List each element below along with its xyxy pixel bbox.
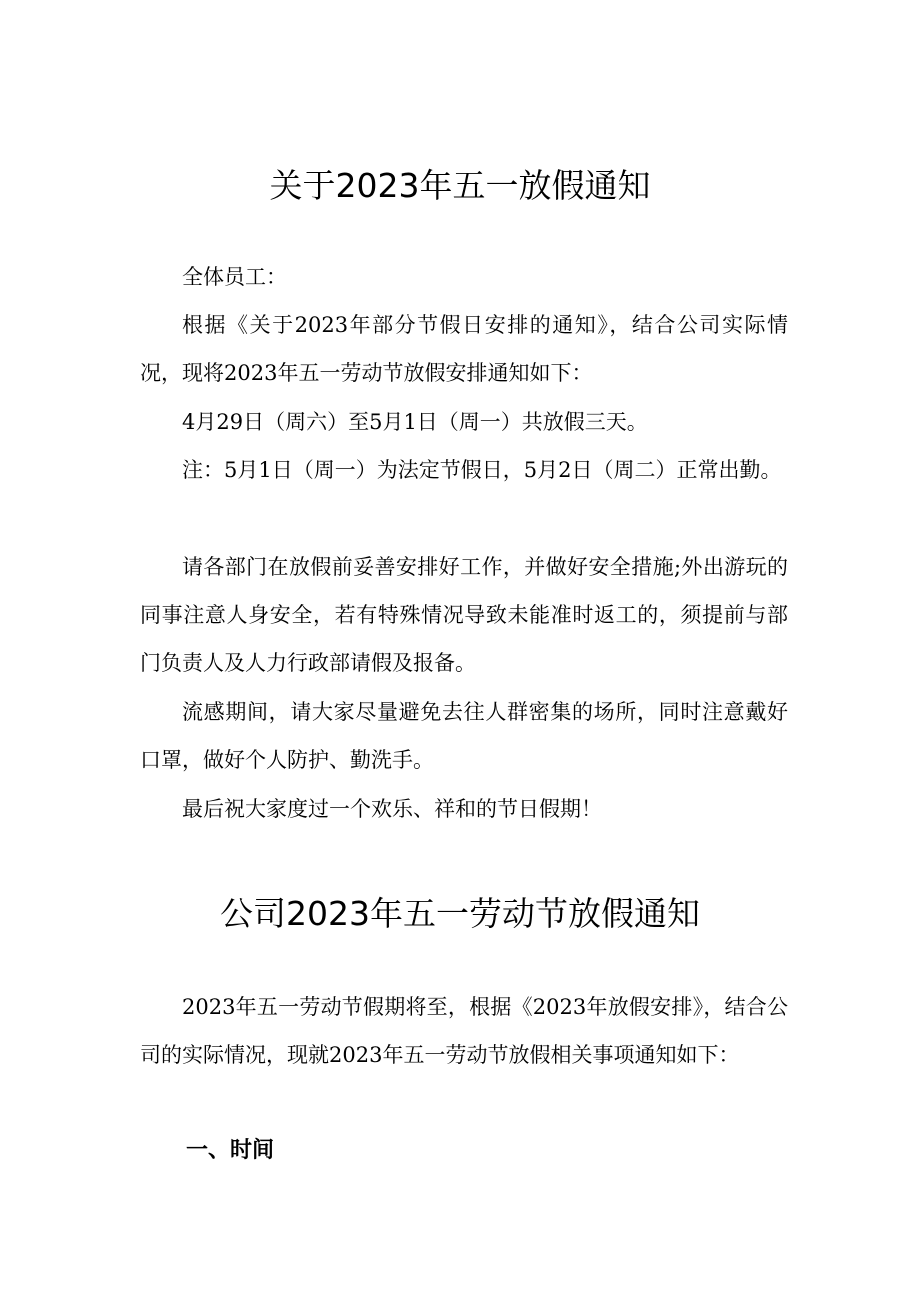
- second-notice-intro: 2023年五一劳动节假期将至，根据《2023年放假安排》，结合公司的实际情况，现就2023年五一劳动节放假相关事项通知如下：: [140, 995, 788, 1067]
- flu-paragraph: 流感期间，请大家尽量避免去往人群密集的场所，同时注意戴好口罩，做好个人防护、勤洗手。: [140, 700, 788, 772]
- section-heading-time: 一、时间: [186, 1138, 275, 1163]
- holiday-dates-paragraph: 4月29日（周六）至5月1日（周一）共放假三天。: [182, 410, 648, 434]
- note-paragraph: 注：5月1日（周一）为法定节假日，5月2日（周二）正常出勤。: [182, 458, 782, 482]
- salutation: 全体员工：: [182, 265, 287, 289]
- second-notice-title: 公司2023年五一劳动节放假通知: [220, 894, 700, 933]
- notice-title: 关于2023年五一放假通知: [269, 166, 651, 205]
- wishes-paragraph: 最后祝大家度过一个欢乐、祥和的节日假期！: [182, 797, 602, 821]
- departments-paragraph: 请各部门在放假前妥善安排好工作，并做好安全措施;外出游玩的同事注意人身安全，若有特殊情况导致未能准时返工的，须提前与部门负责人及人力行政部请假及报备。: [140, 555, 788, 675]
- basis-paragraph: 根据《关于2023年部分节假日安排的通知》，结合公司实际情况，现将2023年五一劳动节放假安排通知如下：: [140, 313, 788, 385]
